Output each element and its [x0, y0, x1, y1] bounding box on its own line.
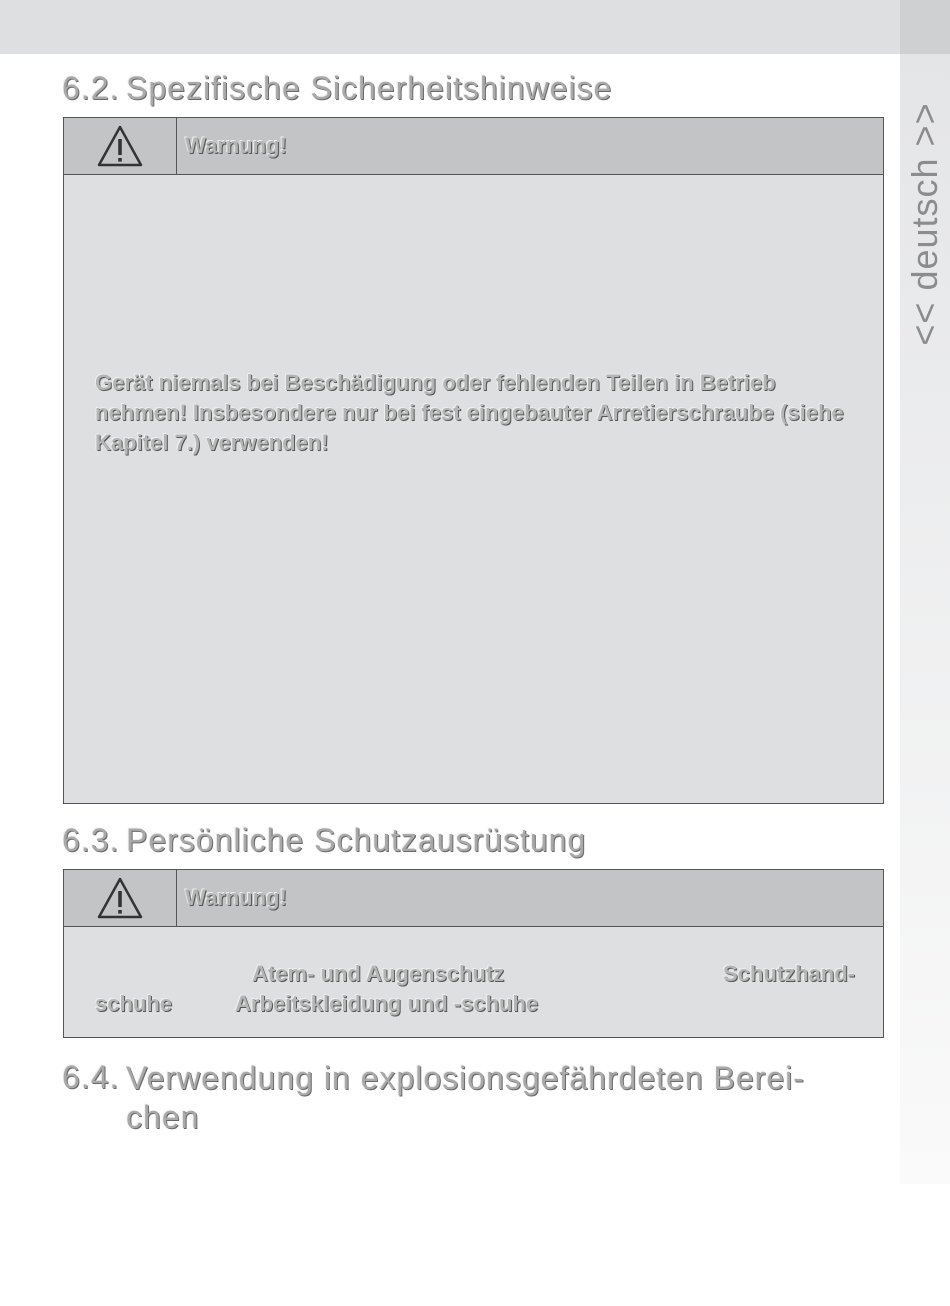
warning-title: Warnung! — [185, 133, 287, 158]
warning-body-text: Gerät niemals bei Beschädigung oder fehlenden Teilen in Betrieb nehmen! Insbesondere nur bei fest eingebauter Arretierschraube (siehe Kapitel 7.) verwenden! — [95, 370, 844, 455]
warning-triangle-icon — [96, 876, 144, 920]
warning-title: Warnung! — [185, 885, 287, 910]
side-tab-header — [900, 0, 950, 54]
section-number: 6.3. — [62, 822, 120, 858]
warning-icon-cell — [64, 118, 177, 174]
section-heading-6-4 — [62, 1059, 842, 1137]
section-number: 6.2. — [62, 70, 120, 106]
ppe-item-respiratory-eye: Atem- und Augenschutz — [252, 961, 505, 986]
warning-triangle-icon — [96, 124, 144, 168]
header-band — [0, 0, 900, 54]
warning-header — [64, 870, 883, 927]
warning-box-6-3 — [63, 869, 884, 1038]
language-tab-label: << deutsch >> — [904, 102, 945, 346]
section-heading-6-2 — [62, 70, 612, 107]
ppe-item-gloves-cont: schuhe — [95, 991, 173, 1016]
ppe-item-workwear: Arbeitskleidung und -schuhe — [235, 991, 539, 1016]
section-heading-6-3 — [62, 822, 586, 859]
section-title: Spezifische Sicherheitshinweise — [126, 70, 613, 106]
ppe-item-gloves: Schutzhand- — [723, 961, 855, 986]
warning-header — [64, 118, 883, 175]
warning-icon-cell — [64, 870, 177, 926]
warning-box-6-2 — [63, 117, 884, 804]
section-title: Persönliche Schutzausrüstung — [126, 822, 587, 858]
section-title: Verwendung in explosionsgefährdeten Berei- chen — [126, 1060, 805, 1135]
section-number: 6.4. — [62, 1059, 120, 1095]
